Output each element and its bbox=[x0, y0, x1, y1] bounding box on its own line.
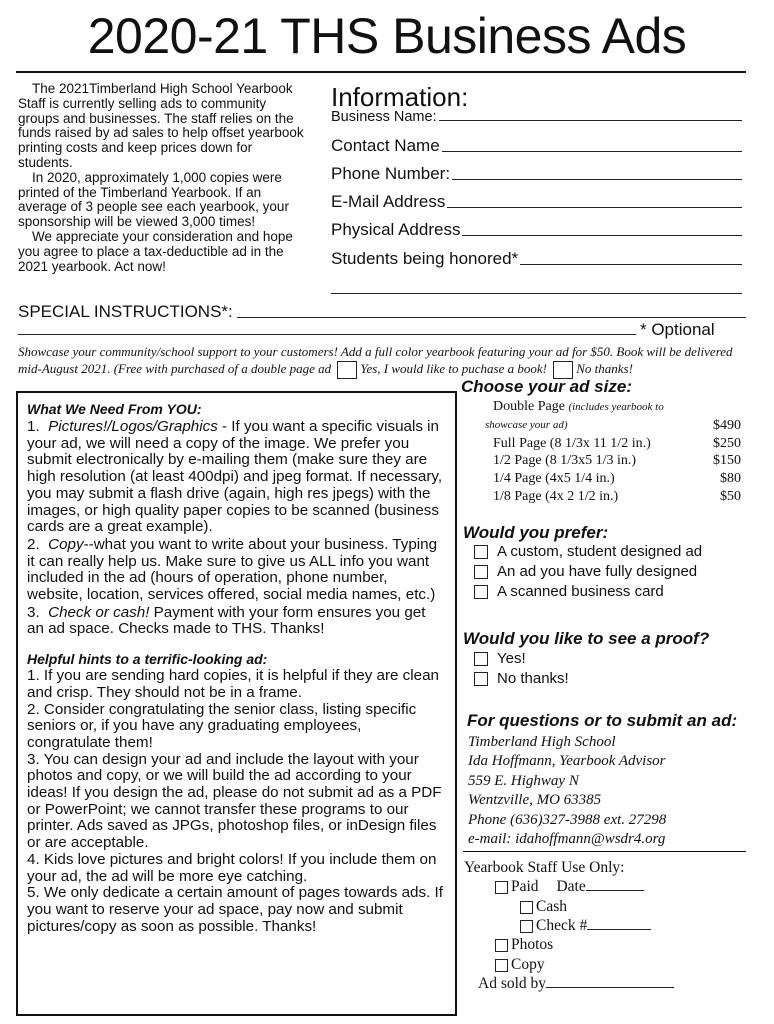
double-page-row bbox=[485, 417, 741, 435]
contact-city: Wentzville, MO 63385 bbox=[468, 792, 602, 809]
prefer-option-label: A custom, student designed ad bbox=[497, 543, 703, 560]
special-instructions-line-2[interactable] bbox=[18, 334, 636, 335]
business-name-label: Business Name: bbox=[331, 109, 437, 125]
page-title: 2020-21 THS Business Ads bbox=[87, 8, 687, 64]
no-book-label: No thanks! bbox=[576, 361, 633, 376]
proof-options bbox=[474, 649, 569, 689]
prefer-heading: Would you prefer: bbox=[463, 523, 609, 542]
needs-item-2 bbox=[27, 537, 445, 604]
double-page-note-2: showcase your ad) bbox=[485, 418, 568, 431]
paid-label: Paid bbox=[511, 878, 539, 895]
ad-size-price: $150 bbox=[713, 453, 741, 469]
hints-heading: Helpful hints to a terrific-looking ad: bbox=[27, 651, 268, 668]
contact-heading: For questions or to submit an ad: bbox=[467, 711, 738, 730]
date-label: Date bbox=[556, 878, 586, 895]
ad-size-label: Full Page (8 1/3x 11 1/2 in.) bbox=[493, 435, 651, 451]
needs-item-3-text: Payment with your form ensures you get an ad space. Checks made to THS. Thanks! bbox=[27, 603, 426, 638]
proof-heading: Would you like to see a proof? bbox=[463, 629, 710, 648]
information-heading: Information: bbox=[331, 82, 469, 112]
students-honored-line[interactable] bbox=[520, 264, 742, 265]
intro-text bbox=[18, 82, 310, 274]
hint-item: 1. If you are sending hard copies, it is helpful if they are clean and crisp. They should not be in a frame. bbox=[27, 667, 439, 701]
prefer-option-label: An ad you have fully designed bbox=[497, 563, 698, 580]
needs-item-3-title: Check or cash! bbox=[48, 603, 150, 621]
phone-number-field[interactable] bbox=[331, 164, 742, 184]
needs-item-1-text: - If you want a specific visuals in your ad, we will need a copy of the image. We prefer you submit electronically by e-mailing them (make sure they are high resolution (at least 400dpi) and jpeg format. If necessary, you may submit a flash drive (again, high res jpegs) with the images, or high quality paper copies to be scanned (business cards are a great example). bbox=[27, 418, 443, 536]
students-honored-field[interactable] bbox=[331, 249, 742, 269]
contact-street: 559 E. Highway N bbox=[468, 772, 579, 789]
contact-advisor: Ida Hoffmann, Yearbook Advisor bbox=[468, 753, 666, 770]
phone-number-line[interactable] bbox=[452, 179, 742, 180]
checkbox[interactable] bbox=[474, 585, 488, 599]
cash-checkbox[interactable] bbox=[520, 901, 533, 914]
prefer-option-custom[interactable] bbox=[474, 542, 702, 562]
contact-email[interactable]: e-mail: idahoffmann@wsdr4.org bbox=[468, 831, 666, 848]
sold-by-row bbox=[478, 974, 674, 994]
photos-row bbox=[495, 935, 553, 955]
double-page-price: $490 bbox=[713, 417, 741, 433]
ad-size-list bbox=[485, 398, 741, 506]
sold-by-label: Ad sold by bbox=[478, 975, 547, 992]
ad-size-price: $80 bbox=[720, 471, 741, 487]
showcase-note bbox=[18, 343, 758, 379]
ad-size-label: 1/2 Page (8 1/3x5 1/3 in.) bbox=[493, 453, 637, 469]
hint-item: 4. Kids love pictures and bright colors! If you include them on your ad, the ad will be more eye catching. bbox=[27, 850, 437, 885]
contact-details bbox=[468, 733, 666, 849]
email-address-label: E-Mail Address bbox=[331, 192, 446, 211]
cash-row bbox=[520, 897, 567, 917]
ad-size-option[interactable] bbox=[493, 452, 741, 470]
double-page-note: (includes yearbook to bbox=[568, 401, 664, 413]
date-line[interactable] bbox=[586, 890, 644, 891]
phone-number-label: Phone Number: bbox=[331, 164, 451, 183]
contact-name-field[interactable] bbox=[331, 136, 742, 156]
business-name-field[interactable] bbox=[331, 109, 742, 125]
requirements-box bbox=[16, 391, 457, 1016]
ad-size-heading: Choose your ad size: bbox=[461, 377, 632, 396]
email-address-line[interactable] bbox=[447, 207, 742, 208]
check-label: Check # bbox=[536, 917, 588, 934]
email-address-field[interactable] bbox=[331, 192, 742, 212]
paid-checkbox[interactable] bbox=[495, 881, 508, 894]
showcase-text: Showcase your community/school support to your customers! Add a full color yearbook featuring your ad for $50. Book will be delivered mid-August 2021. (Free with purchased of a double page ad bbox=[18, 344, 733, 376]
staff-use-heading: Yearbook Staff Use Only: bbox=[464, 859, 625, 876]
paid-row bbox=[495, 877, 644, 897]
ad-size-option[interactable] bbox=[493, 488, 741, 506]
special-instructions-field[interactable] bbox=[18, 302, 746, 322]
hint-item: 2. Consider congratulating the senior class, listing specific seniors or, if you have any graduating employees, congratulate them! bbox=[27, 700, 417, 751]
needs-item-2-title: Copy bbox=[48, 535, 84, 553]
needs-item-2-number: 2. bbox=[27, 535, 40, 553]
physical-address-label: Physical Address bbox=[331, 220, 461, 239]
title-divider bbox=[16, 71, 746, 73]
students-honored-extra-line[interactable] bbox=[331, 293, 742, 294]
special-instructions-line[interactable] bbox=[237, 317, 746, 318]
ad-size-label: 1/8 Page (4x 2 1/2 in.) bbox=[493, 488, 619, 504]
special-instructions-label: SPECIAL INSTRUCTIONS*: bbox=[18, 302, 233, 321]
check-row bbox=[520, 916, 651, 936]
hint-item: 5. We only dedicate a certain amount of pages towards ads. If you want to reserve your ad space, pay now and submit pictures/copy as soon as possible. Thanks! bbox=[27, 884, 443, 935]
checkbox[interactable] bbox=[474, 545, 488, 559]
ad-size-option[interactable] bbox=[493, 470, 741, 488]
physical-address-line[interactable] bbox=[462, 235, 742, 236]
photos-checkbox[interactable] bbox=[495, 939, 508, 952]
checkbox[interactable] bbox=[474, 565, 488, 579]
check-checkbox[interactable] bbox=[520, 920, 533, 933]
photos-label: Photos bbox=[511, 936, 554, 953]
needs-item-1-number: 1. bbox=[27, 418, 40, 435]
contact-name-line[interactable] bbox=[442, 151, 742, 152]
ad-size-option[interactable] bbox=[493, 435, 741, 453]
ad-size-price: $50 bbox=[720, 488, 741, 504]
checkbox[interactable] bbox=[474, 652, 488, 666]
needs-item-3 bbox=[27, 605, 445, 638]
proof-option-label: No thanks! bbox=[497, 670, 569, 687]
prefer-options bbox=[474, 542, 702, 602]
ad-size-price: $250 bbox=[713, 435, 741, 451]
copy-row bbox=[495, 955, 545, 975]
needs-heading: What We Need From YOU: bbox=[27, 401, 202, 417]
contact-phone: Phone (636)327-3988 ext. 27298 bbox=[468, 811, 667, 828]
check-number-line[interactable] bbox=[587, 929, 651, 930]
needs-item-3-number: 3. bbox=[27, 603, 40, 621]
sold-by-line[interactable] bbox=[546, 987, 674, 988]
double-page-option[interactable] bbox=[493, 398, 741, 417]
double-page-label: Double Page bbox=[493, 399, 565, 414]
prefer-option-business-card[interactable] bbox=[474, 582, 702, 602]
needs-item-1 bbox=[27, 419, 445, 536]
intro-paragraph-2: In 2020, approximately 1,000 copies were printed of the Timberland Yearbook. If an average of 3 people see each yearbook, your sponsorship will be viewed 3,000 times! bbox=[18, 169, 289, 230]
intro-paragraph-1: The 2021Timberland High School Yearbook Staff is currently selling ads to community groups and businesses. The staff relies on the funds raised by ad sales to help offset yearbook printing costs and keep prices down for students. bbox=[18, 81, 304, 170]
business-name-line[interactable] bbox=[439, 120, 742, 121]
contact-school: Timberland High School bbox=[468, 734, 616, 750]
buy-book-label: Yes, I would like to puchase a book! bbox=[360, 361, 547, 376]
students-honored-label: Students being honored* bbox=[331, 249, 519, 268]
needs-item-1-title: Pictures!/Logos/Graphics bbox=[48, 418, 218, 435]
prefer-option-own-design[interactable] bbox=[474, 562, 702, 582]
contact-divider bbox=[463, 851, 746, 852]
buy-book-checkbox[interactable] bbox=[337, 361, 357, 379]
copy-checkbox[interactable] bbox=[495, 959, 508, 972]
proof-option-yes[interactable] bbox=[474, 649, 569, 669]
intro-paragraph-3: We appreciate your consideration and hope you agree to place a tax-deductible ad in the 2021 yearbook. Act now! bbox=[18, 228, 293, 274]
physical-address-field[interactable] bbox=[331, 220, 742, 240]
needs-item-2-text: --what you want to write about your business. Typing it can really help us. Make sure to give us ALL info you want included in the ad (hours of operation, phone number, website, location, services offered, social media names, etc.) bbox=[27, 535, 438, 604]
optional-note: * Optional bbox=[640, 320, 715, 339]
ad-size-label: 1/4 Page (4x5 1/4 in.) bbox=[493, 471, 615, 487]
hint-item: 3. You can design your ad and include the layout with your photos and copy, or we will build the ad according to your ideas! If you design the ad, please do not submit ad as a PDF or PowerPoint; we cannot transfer these programs to our printer. Ads saved as JPGs, photoshop files, or inDesign files or are acceptable. bbox=[27, 750, 442, 852]
prefer-option-label: A scanned business card bbox=[497, 583, 664, 600]
copy-label: Copy bbox=[511, 956, 545, 973]
proof-option-label: Yes! bbox=[497, 650, 526, 667]
contact-name-label: Contact Name bbox=[331, 136, 440, 155]
proof-option-no[interactable] bbox=[474, 669, 569, 689]
cash-label: Cash bbox=[536, 898, 567, 915]
checkbox[interactable] bbox=[474, 672, 488, 686]
